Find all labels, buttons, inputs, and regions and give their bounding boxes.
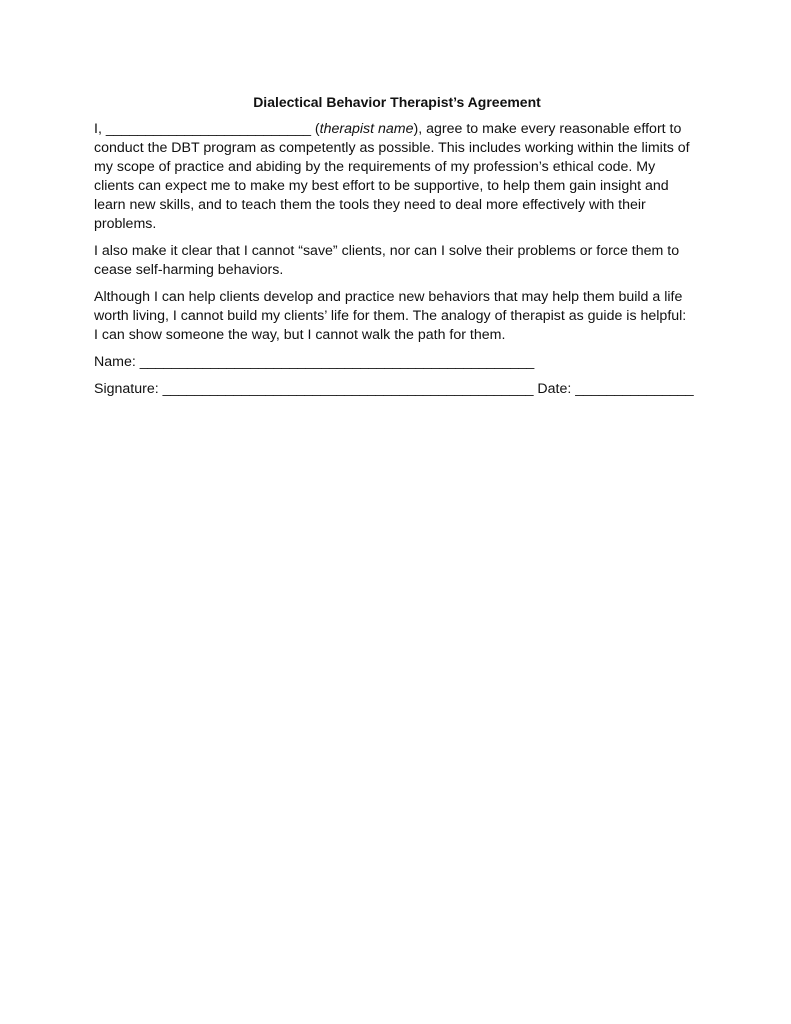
therapist-name-hint: therapist name xyxy=(319,121,414,137)
paragraph-text: ), agree to make every reasonable effort to xyxy=(413,121,682,137)
signature-label: Signature: xyxy=(94,381,159,397)
signature-field-row xyxy=(94,380,700,399)
date-field[interactable]: _______________ xyxy=(571,381,694,397)
paragraph-line: my scope of practice and abiding by the requirements of my profession’s ethical code. My xyxy=(94,159,656,175)
document-title: Dialectical Behavior Therapist’s Agreement xyxy=(253,94,541,110)
paragraph-line: clients can expect me to make my best effort to be supportive, to help them gain insight and xyxy=(94,178,669,194)
paragraph-line: worth living, I cannot build my clients’ life for them. The analogy of therapist as guide is helpful: xyxy=(94,308,687,324)
date-label: Date: xyxy=(533,381,572,397)
name-label: Name: xyxy=(94,354,136,370)
paragraph-line: Although I can help clients develop and practice new behaviors that may help them build a life xyxy=(94,289,683,305)
name-field-row xyxy=(94,353,700,372)
paragraph-line: cease self-harming behaviors. xyxy=(94,262,284,278)
paragraph-line: I can show someone the way, but I cannot walk the path for them. xyxy=(94,327,506,343)
paragraph-guide-analogy xyxy=(94,288,700,345)
paragraph-line: learn new skills, and to teach them the tools they need to deal more effectively with their xyxy=(94,197,646,213)
paragraph-line xyxy=(94,120,700,139)
signature-field[interactable]: _______________________________________________ xyxy=(158,381,534,397)
paragraph-agreement xyxy=(94,120,700,234)
paragraph-line: I also make it clear that I cannot “save” clients, nor can I solve their problems or force them to xyxy=(94,243,680,259)
paragraph-limits xyxy=(94,242,700,280)
therapist-name-blank: I, __________________________ ( xyxy=(94,121,320,137)
name-field[interactable]: __________________________________________________ xyxy=(135,354,535,370)
document-content xyxy=(94,92,700,407)
paragraph-line: conduct the DBT program as competently as possible. This includes working within the limits of xyxy=(94,140,690,156)
paragraph-line: problems. xyxy=(94,216,157,232)
